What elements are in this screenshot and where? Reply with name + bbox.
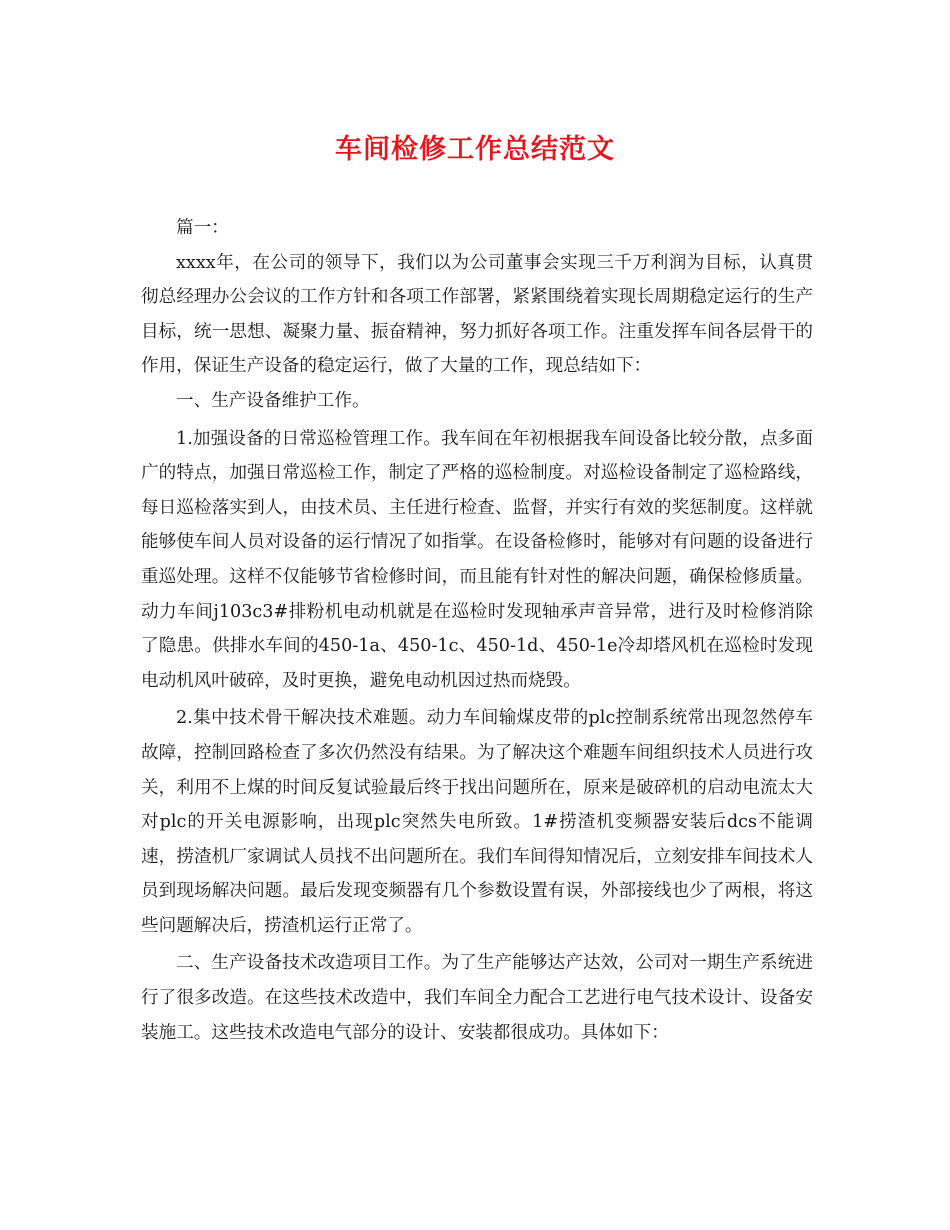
paragraph-technical-problems: 2.集中技术骨干解决技术难题。动力车间输煤皮带的plc控制系统常出现忽然停车故障，控制回路检查了多次仍然没有结果。为了解决这个难题车间组织技术人员进行攻关，利用不上煤的时间反复试验最后终于找出问题所在，原来是破碎机的启动电流太大对plc的开关电源影响，出现plc突然失电所致。1#捞渣机变频器安装后dcs不能调速，捞渣机厂家调试人员找不出问题所在。我们车间得知情况后，立刻安排车间技术人员到现场解决问题。最后发现变频器有几个参数设置有误，外部接线也少了两根，将这些问题解决后，捞渣机运行正常了。 bbox=[141, 708, 813, 936]
paragraph-section-two: 二、生产设备技术改造项目工作。为了生产能够达产达效，公司对一期生产系统进行了很多改造。在这些技术改造中，我们车间全力配合工艺进行电气技术设计、设备安装施工。这些技术改造电气部分的设计、安装都很成功。具体如下： bbox=[141, 953, 813, 1043]
document-title: 车间检修工作总结范文 bbox=[335, 134, 615, 165]
paragraph-section-one-heading: 一、生产设备维护工作。 bbox=[176, 390, 370, 411]
paragraph-part-one-heading: 篇一： bbox=[176, 218, 229, 238]
paragraph-intro: xxxx年，在公司的领导下，我们以为公司董事会实现三千万利润为目标，认真贯彻总经理办公会议的工作方针和各项工作部署，紧紧围绕着实现长周期稳定运行的生产目标，统一思想、凝聚力量、振奋精神，努力抓好各项工作。注重发挥车间各层骨干的作用，保证生产设备的稳定运行，做了大量的工作，现总结如下： bbox=[141, 252, 813, 377]
document-body bbox=[141, 211, 813, 1050]
paragraph-inspection-management: 1.加强设备的日常巡检管理工作。我车间在年初根据我车间设备比较分散，点多面广的特点，加强日常巡检工作，制定了严格的巡检制度。对巡检设备制定了巡检路线，每日巡检落实到人，由技术员、主任进行检查、监督，并实行有效的奖惩制度。这样就能够使车间人员对设备的运行情况了如指掌。在设备检修时，能够对有问题的设备进行重巡处理。这样不仅能够节省检修时间，而且能有针对性的解决问题，确保检修质量。动力车间j103c3#排粉机电动机就是在巡检时发现轴承声音异常，进行及时检修消除了隐患。供排水车间的450-1a、450-1c、450-1d、450-1e冷却塔风机在巡检时发现电动机风叶破碎，及时更换，避免电动机因过热而烧毁。 bbox=[141, 428, 813, 691]
